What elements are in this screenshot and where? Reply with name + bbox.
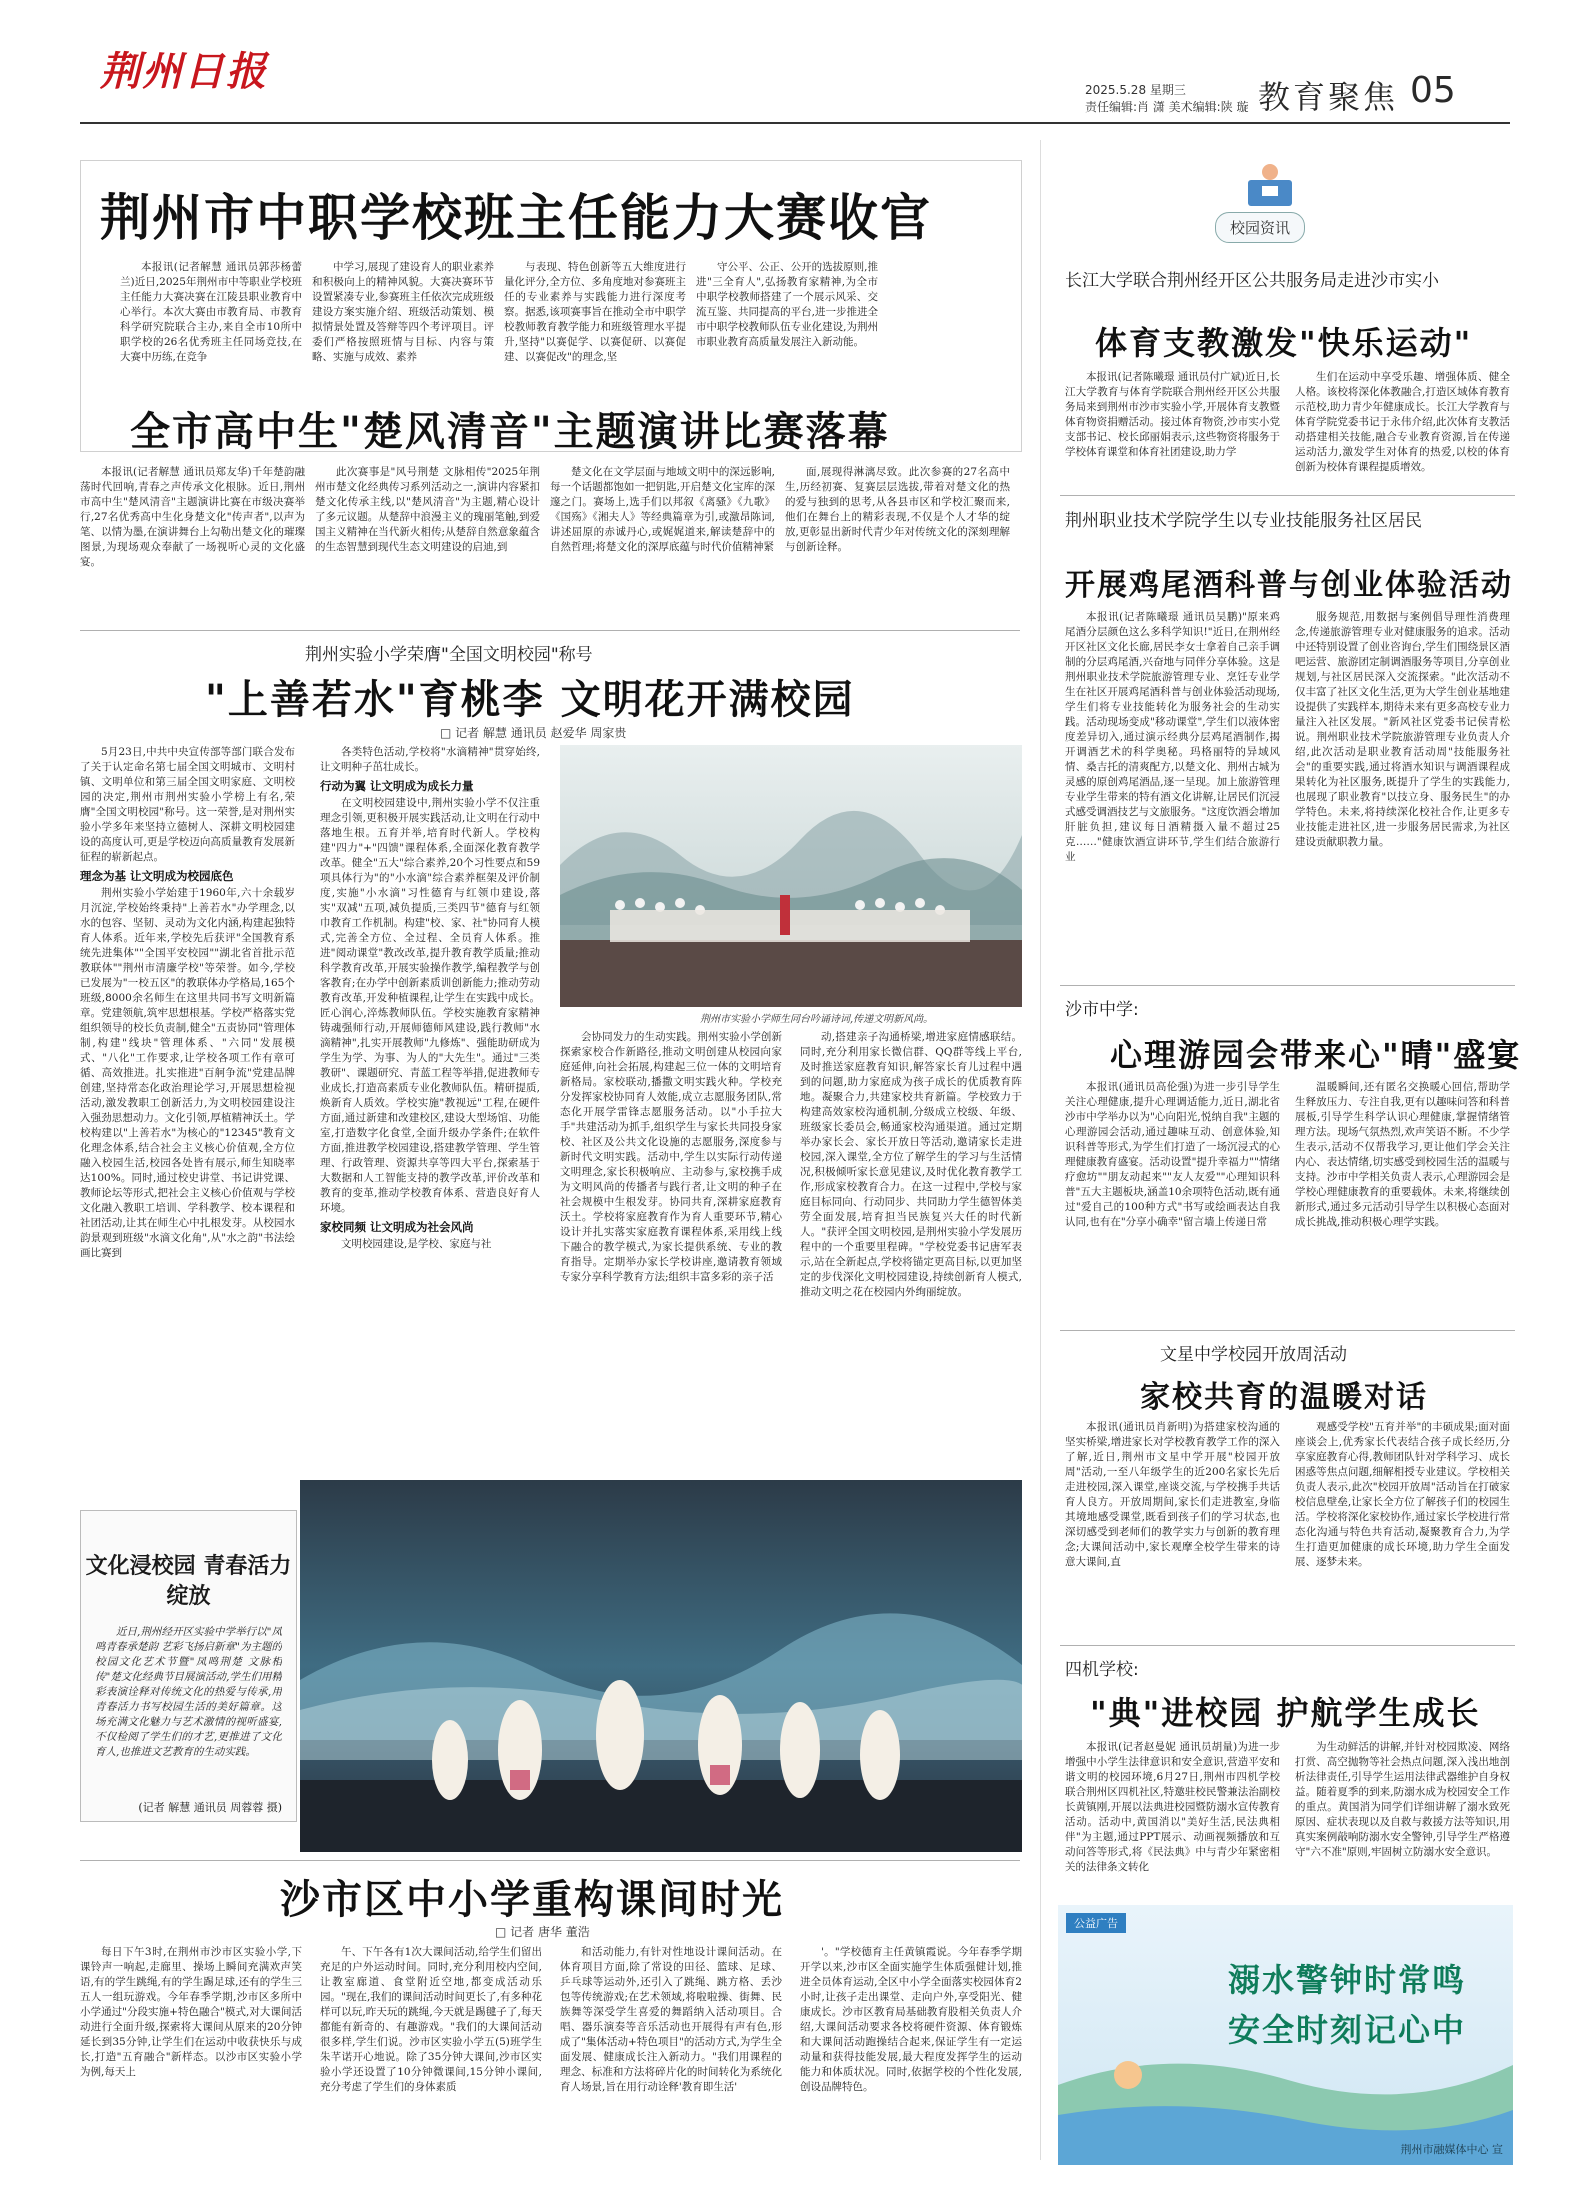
divider [80,1860,1020,1861]
article-column: 守公平、公正、公开的选拔原则,推进"三全育人",弘扬教育家精神,为全市中职学校教师搭建了一个展示风采、交流互鉴、共同提高的平台,进一步推进全市中职学校教师队伍专业化建设,为荆州市职业教育高质量发展注入新动能。 [696,261,878,348]
article-column: 5月23日,中共中央宣传部等部门联合发布了关于认定命名第七届全国文明城市、文明村镇、文明单位和第三届全国文明家庭、文明校园的决定,荆州市荆州实验小学榜上有名,荣膺"全国文明校园"称号。这一荣誉,是对荆州实验小学多年来坚持立德树人、深耕文明校园建设的高度认可,更是学校迈向高质量教育发展新征程的崭新起点。 理念为基 让文明成为校园底色 荆州实验小学始建于1960年,六十余载岁月沉淀,学校始终秉持"上善若水"办学理念,以水的包容、坚韧、灵动为文化内涵,构建起独特育人体系。近年来,学校先后获评"全国教育系统先进集体""全国平安校园""湖北省首批示范教联体""荆州市清廉学校"等荣誉。如今,学校已发展为"一校五区"的教联体办学格局,165个班级,8000余名师生在这里共同书写文明新篇章。党建领航,筑牢思想根基。学校严格落实党组织领导的校长负责制,健全"五责协同"管理体制,构建"线块"管理体系、"六同"发展模式、"八化"工作要求,让学校各项工作有章可循、高效推进。扎实推进"百舸争流"党建品牌创建,坚持常态化政治理论学习,开展思想检视活动,激发教职工创新活力,为文明校园建设注入强劲思想动力。文化引领,厚植精神沃土。学校构建以"上善若水"为核心的"12345"教育文化理念体系,结合社会主义核心价值观,全方位融入校园生活,校园各处皆有展示,师生知晓率达100%。同时,通过校史讲堂、书记讲党课、教师论坛等形式,把社会主义核心价值观与学校文化融入教职工培训、学科教学、校本课程和社团活动,让其在师生心中扎根发芽。从校园水韵景观到班级"水滴文化角",从"水之韵"书法绘画比赛到 [80,746,295,1259]
psa-ad [1058,1905,1513,2165]
article-column: 每日下午3时,在荆州市沙市区实验小学,下课铃声一响起,走廊里、操场上瞬间充满欢声笑语,有的学生跳绳,有的学生踢足球,还有的学生三五人一组玩游戏。今年春季学期,沙市区多所中小学通过"分段实施+特色融合"模式,对大课间活动进行全面升级,探索将大课间从原来的20分钟延长到35分钟,让学生们在运动中收获快乐与成长,打造"五育融合"新样态。以沙市区实验小学为例,每天上 [80,1946,302,2078]
section-title: 教育聚焦 [1258,78,1399,116]
article-column: 生们在运动中享受乐趣、增强体质、健全人格。该校将深化体教融合,打造区域体育教育示范校,助力青少年健康成长。长江大学教育与体育学院党委书记于永伟介绍,此次体育支教活动搭建相关技能,融合专业教育资源,旨在传递运动活力,激发学生对体育的热爱,以校的体育创新为校体育课程提质增效。 [1295,371,1510,473]
article-column: 楚文化在文学层面与地域文明中的深远影响,每一个话题都饱如一把钥匙,开启楚文化宝库的深邃之门。赛场上,选手们以邦叙《离骚》《九歌》《国殇》《湘夫人》等经典篇章为引,或激昂陈词,讲述屈原的赤诚丹心,或娓娓道来,解读楚辞中的自然哲理;将楚文化的深厚底蕴与时代价值精神紧 [550,466,775,553]
photo-caption: 荆州市实验小学师生同台吟诵诗词,传递文明新风尚。 [700,1014,934,1025]
subheading: 家校同频 让文明成为社会风尚 [320,1220,474,1234]
page-number: 05 [1410,70,1456,111]
headline: 全市高中生"楚风清音"主题演讲比赛落幕 [130,408,890,455]
subheading: 理念为基 让文明成为校园底色 [80,869,234,883]
headline: 荆州市中职学校班主任能力大赛收官 [100,188,932,247]
masthead-info [1085,82,1249,116]
divider [1060,985,1515,986]
issue-date: 2025.5.28 星期三 [1085,83,1186,97]
article-column: 温暖瞬间,还有匿名交换暖心回信,帮助学生释放压力、专注自我,更有以趣味问答和科普展板,引导学生科学认识心理健康,掌握情绪管理方法。现场气氛热烈,欢声笑语不断。不少学生表示,活动不仅帮我学习,更让他们学会关注内心、表达情绪,切实感受到校园生活的温暖与支持。沙市中学相关负责人表示,心理游园会是学校心理健康教育的重要载体。未来,将继续创新形式,通过多元活动引导学生以积极心态面对成长挑战,推动积极心理学实践。 [1295,1081,1510,1228]
article-column: 服务规范,用数据与案例倡导理性消费理念,传递旅游管理专业对健康服务的追求。活动中还特别设置了创业咨询台,学生们围绕景区酒吧运营、旅游团定制调酒服务等项目,分享创业规划,与社区居民深入交流探索。"此次活动不仅丰富了社区文化生活,更为大学生创业基地建设提供了实践样本,期待未来有更多高校专业力量注入社区发展。"新风社区党委书记侯青松说。荆州职业技术学院旅游管理专业负责人介绍,此次活动是职业教育活动周"技能服务社会"的重要实践,通过将酒水知识与调酒课程成果转化为社区服务,既提升了学生的实践能力,也展现了职业教育"以技立身、服务民生"的办学特色。未来,将持续深化校社合作,让更多专业技能走进社区,进一步服务居民需求,为社区建设贡献职教力量。 [1295,611,1510,848]
photo-story-box [80,1510,297,1822]
headline: 家校共育的温暖对话 [1140,1380,1428,1415]
divider [1060,1645,1515,1646]
article-column: 观感受学校"五育并举"的丰硕成果;面对面座谈会上,优秀家长代表结合孩子成长经历,分享家庭教育心得,教师团队针对学科学习、成长困惑等焦点问题,细解相授专业建议。学校相关负责人表示,此次"校园开放周"活动旨在打破家校信息壁垒,让家长全方位了解孩子们的校园生活。学校将深化家校协作,通过家长学校进行常态化沟通与特色共育活动,凝聚教育合力,为学生打造更加健康的成长环境,助力学生全面发展、逐梦未来。 [1295,1421,1510,1568]
subheading: 行动为翼 让文明成为成长力量 [320,779,474,793]
article-column: 本报讯(记者解慧 通讯员郑友华)千年楚韵融荡时代回响,青春之声传承文化根脉。近日,荆州市高中生"楚风清音"主题演讲比赛在市级决赛举行,27名优秀高中生化身楚文化"传声者",以声为笔、以情为墨,在演讲舞台上勾勒出楚文化的璀璨图景,为现场观众奉献了一场视听心灵的文化盛宴。 [80,466,305,568]
article-column: 会协同发力的生动实践。荆州实验小学创新探索家校合作新路径,推动文明创建从校园向家庭延伸,向社会拓展,构建起三位一体的文明培育新格局。家校联动,播撒文明实践火种。学校充分发挥家校协同育人效能,成立志愿服务团队,常态化开展学雷锋志愿服务活动。以"小手拉大手"共建活动为抓手,组织学生与家长共同投身家校、社区及公共文化设施的志愿服务,深度参与新时代文明实践。活动中,学生以实际行动传递文明理念,家长积极响应、主动参与,家校携手成为文明风尚的传播者与践行者,让文明的种子在社会规模中生根发芽。协同共育,深耕家庭教育沃土。学校将家庭教育作为育人重要环节,精心设计并扎实落实家庭教育课程体系,采用线上线下融合的教学模式,为家长提供系统、专业的教育指导。定期举办家长学校讲座,邀请教育领域专家分享科学教育方法;组织丰富多彩的亲子活 [560,1031,782,1283]
article-column: '。"学校德育主任黄镇霞说。今年春季学期开学以来,沙市区全面实施学生体质强健计划,推进全员体育运动,全区中小学全面落实校园体育2小时,让孩子走出课堂、走向户外,享受阳光、健康成长。沙市区教育局基础教育股相关负责人介绍,大课间活动要求各校将硬件资源、体育锻炼和大课间活动跑操结合起来,保证学生有一定运动量和获得技能发展,最大程度发挥学生的运动能力和体质状况。同时,依据学校的个性化发展,创设品牌特色。 [800,1946,1022,2093]
campus-news-badge: 校园资讯 [1215,212,1305,243]
photo-story-text: 近日,荆州经开区实验中学举行以"凤鸣青春承楚韵 艺彩飞扬启新章"为主题的校园文化艺术节暨"凤鸣荆楚 文脉相传"楚文化经典节目展演活动,学生们用精彩表演诠释对传统文化的热爱与传承,用青春活力书写校园生活的美好篇章。这场充满文化魅力与艺术激情的视听盛宴,不仅检阅了学生们的才艺,更推进了文化育人,也推进文艺教育的生动实践。 [95,1626,282,1758]
kicker: 文星中学校园开放周活动 [1160,1345,1347,1365]
photo-dance [300,1480,1022,1852]
kicker: 四机学校: [1065,1660,1139,1680]
campus-news-icon [1240,160,1300,210]
article-column: 中学习,展现了建设育人的职业素养和积极向上的精神风貌。大赛决赛环节设置紧凑专业,参赛班主任依次完成班级建设方案实施介绍、班级活动策划、模拟情景处置及答辩等四个考评项目。评委们严格按照班情与目标、内容与策略、实施与成效、素养 [312,261,494,363]
divider [1060,1330,1515,1331]
editor-credits: 责任编辑:肖 潇 美术编辑:陕 璇 [1085,100,1249,114]
article-column: 面,展现得淋漓尽致。此次参赛的27名高中生,历经初赛、复赛层层选拔,带着对楚文化的热的爱与独到的思考,从各县市区和学校汇聚而来,他们在舞台上的精彩表现,不仅是个人才华的绽放,更彰显出新时代青少年对传统文化的深刻理解与创新诠释。 [785,466,1010,553]
article-column: 此次赛事是"风号荆楚 文脉相传"2025年荆州市楚文化经典传习系列活动之一,演讲内容紧扣楚文化传承主线,以"楚风清音"为主题,精心设计了多元议题。从楚辞中浪漫主义的瑰丽笔触,到爱国主义精神在当代新火相传;从楚辞自然意象蕴含的生态智慧到现代生态文明建设的启迪,到 [315,466,540,553]
article-column: 本报讯(通讯员肖新明)为搭建家校沟通的坚实桥梁,增进家长对学校教育教学工作的深入了解,近日,荆州市文星中学开展"校园开放周"活动,一至八年级学生的近200名家长先后走进校园,深入课堂,座谈交流,与学校携手共话育人良方。开放周期间,家长们走进教室,身临其境地感受课堂,既看到孩子们的学习状态,也深切感受到老师们的教学实力与创新的教育理念;大课间活动中,家长观摩全校学生带来的诗意大课间,直 [1065,1421,1280,1568]
photo-credit: (记者 解慧 通讯员 周蓉蓉 摄) [138,1801,282,1814]
article-column: 本报讯(记者陈曦璟 通讯员吴鹏)"原来鸡尾酒分层颜色这么多科学知识!"近日,在荆州经开区社区文化长廊,居民李女士拿着自己亲手调制的分层鸡尾酒,兴奋地与同伴分享体验。这是荆州职业技术学院旅游管理专业、烹饪专业学生在社区开展鸡尾酒科普与创业体验活动现场,学生们将专业技能转化为服务社会的生动实践。活动现场变成"移动课堂",学生们以液体密度差异切入,通过演示经典分层鸡尾酒制作,揭开调酒艺术的科学奥秘。玛格丽特的异域风情、桑吉托的清爽配方,以楚文化、荆州古城为灵感的原创鸡尾酒品,逐一呈现。加上旅游管理专业学生带来的特有酒文化讲解,让居民们沉浸式感受调酒技艺与文旅服务。"这度饮酒会增加肝脏负担,建议每日酒精摄入量不超过25克……"健康饮酒宣讲环节,学生们结合旅游行业 [1065,611,1280,863]
article-column: 各类特色活动,学校将"水滴精神"贯穿始终,让文明种子茁壮成长。 行动为翼 让文明成为成长力量 在文明校园建设中,荆州实验小学不仅注重理念引领,更积极开展实践活动,让文明在行动中落地生根。五育并举,培育时代新人。学校构建"四力"+"四馈"课程体系,全面深化教育教学改革。健全"五大"综合素养,20个习性要点和59项具体行为"的"小水滴"综合素养框架及评价制度,实施"小水滴"习性德育与红领巾建设,落实"双减"五项,减负提质,三类四节"德育与红领巾教育工作机制。构建"校、家、社"协同育人模式,完善全方位、全过程、全员育人体系。推进"阅动课堂"教改改革,提升教育教学质量;推动科学教育改革,开展实验操作教学,编程教学与创客教育;在办学中创新素质训创新能力;推动劳动教育改革,开发种植课程,让学生在实践中成长。匠心润心,淬炼教师队伍。学校实施教育家精神铸魂强师行动,开展师德师风建设,践行教师"水滴精神",扎实开展教师"九修炼"、强能助研成为学生为学、为事、为人的"大先生"。通过"三类教研"、课题研究、青蓝工程等举措,促进教师专业成长,打造高素质专业化教师队伍。精研提质,焕新育人质效。学校实施"教视远"工程,在硬件方面,通过新建和改建校区,建设大型场馆、功能室,打造数字化食堂,全面升级办学条件;在软件方面,推进教学校园建设,搭建教学管理、学生管理、行政管理、资源共享等四大平台,探索基于大数据和人工智能支持的教学改革,评价改革和教育的变革,推动学校教育体系、营造良好育人环境。 家校同频 让文明成为社会风尚 文明校园建设,是学校、家庭与社 [320,746,540,1250]
article-column: 为生动鲜活的讲解,并针对校园欺凌、网络打赏、高空抛物等社会热点问题,深入浅出地剖析法律责任,引导学生运用法律武器维护自身权益。随着夏季的到来,防溺水成为校园安全工作的重点。黄国消为同学们详细讲解了溺水致死原因、症状表现以及自救与救援方法等知识,用真实案例敲响防溺水安全警钟,引导学生严格遵守"六不准"原则,牢固树立防溺水安全意识。 [1295,1741,1510,1858]
photo-story-title: 文化浸校园 青春活力绽放 [85,1553,292,1609]
newspaper-logo: 荆州日报 [100,48,268,95]
headline: 心理游园会带来心"晴"盛宴 [1110,1036,1522,1074]
article-column: 本报讯(记者陈曦璟 通讯员付广斌)近日,长江大学教育与体育学院联合荆州经开区公共服务局来到荆州市沙市实验小学,开展体育支教暨体育物资捐赠活动。接过体育物资,沙市实小党支部书记、校长邱丽娟表示,这些物资将服务于学校体育课堂和体育社团建设,助力学 [1065,371,1280,458]
article-column: 本报讯(记者赵曼妮 通讯员胡量)为进一步增强中小学生法律意识和安全意识,营造平安和谐文明的校园环境,6月27日,荆州市四机学校联合荆州区四机社区,特邀驻校民警兼法治副校长黄镇刚,开展以法典进校园暨防溺水宣传教育活动。活动中,黄国消以"美好生活,民法典相伴"为主题,通过PPT展示、动画视频播放和互动问答等形式,将《民法典》中与青少年紧密相关的法律条文转化 [1065,1741,1280,1873]
byline: □ 记者 唐华 董浩 [495,1925,590,1939]
article-column: 和活动能力,有针对性地设计课间活动。在体育项目方面,除了常设的田径、篮球、足球、乒乓球等运动外,还引入了跳绳、跳方格、丢沙包等传统游戏;在艺术领域,将啦啦操、街舞、民族舞等深受学生喜爱的舞蹈纳入活动项目。合唱、器乐演奏等音乐活动也开展得有声有色,形成了"集体活动+特色项目"的活动方式,为学生全面发展、健康成长注入新动力。"我们用课程的理念、标准和方法将碎片化的时间转化为系统化育人场景,旨在用行动诠释'教育即生活' [560,1946,782,2093]
masthead-rule [80,122,1510,124]
article-column: 动,搭建亲子沟通桥梁,增进家庭情感联结。同时,充分利用家长微信群、QQ群等线上平台,及时推送家庭教育知识,解答家长育儿过程中遇到的问题,助力家庭成为孩子成长的优质教育阵地。凝聚合力,共建家校共育新篇。学校致力于构建高效家校沟通机制,分级成立校级、年级、班级家长委员会,畅通家校沟通渠道。通过定期举办家长会、家长开放日等活动,邀请家长走进校园,深入课堂,全方位了解学生的学习与生活情况,积极倾听家长意见建议,及时优化教育教学工作,形成家校教育合力。在这一过程中,学校与家庭目标同向、行动同步、共同助力学生德智体美劳全面发展,培育担当民族复兴大任的时代新人。"获评全国文明校园,是荆州实验小学发展历程中的一个重要里程碑。"学校党委书记唐军表示,站在全新起点,学校将锚定更高目标,以更加坚定的步伐深化文明校园建设,持续创新育人模式,推动文明之花在校园内外绚丽绽放。 [800,1031,1022,1298]
headline: "上善若水"育桃李 文明花开满校园 [205,676,855,723]
kicker: 荆州实验小学荣膺"全国文明校园"称号 [305,645,593,665]
article-column: 本报讯(通讯员高伦强)为进一步引导学生关注心理健康,提升心理调适能力,近日,湖北省沙市中学举办以为"心向阳光,悦纳自我"主题的心理游园会活动,通过趣味互动、创意体验,知识科普等形式,为学生们打造了一场沉浸式的心理健康教育盛宴。活动设置"提升幸福力""情绪疗愈坊""朋友动起来""友人友爱""心理知识科普"五大主题板块,涵盖10余项特色活动,既有通过"爱自己的100种方式"书写或绘画表达自我认同,也有在"分享小确幸"留言墙上传递日常 [1065,1081,1280,1228]
kicker: 荆州职业技术学院学生以专业技能服务社区居民 [1065,511,1422,531]
kicker: 长江大学联合荆州经开区公共服务局走进沙市实小 [1065,271,1439,291]
photo-recitation [560,745,1022,1007]
divider [80,630,1020,631]
headline: 开展鸡尾酒科普与创业体验活动 [1065,568,1513,603]
ad-slogan-2: 安全时刻记心中 [1228,2011,1467,2049]
article-column: 本报讯(记者解慧 通讯员郭莎杨蕾兰)近日,2025年荆州市中等职业学校班主任能力大赛决赛在江陵县职业教育中心举行。本次大赛由市教育局、市教育科学研究院联合主办,来自全市10所中职学校的26名优秀班主任同场竞技,在大赛中历练,在竞争 [120,261,302,363]
ad-slogan-1: 溺水警钟时常鸣 [1228,1961,1467,1999]
headline: "典"进校园 护航学生成长 [1090,1694,1481,1732]
ad-tag: 公益广告 [1066,1913,1126,1933]
divider [1060,495,1515,496]
sidebar-divider [1040,140,1041,2160]
ad-source: 荆州市融媒体中心 宣 [1400,2143,1503,2156]
article-column: 午、下午各有1次大课间活动,给学生们留出充足的户外运动时间。同时,充分利用校内空间,让教室廊道、食堂附近空地,都变成活动乐园。"现在,我们的课间活动时间更长了,有多种花样可以玩,昨天玩的跳绳,今天就是踢毽子了,每天都能有新奇的、有趣游戏。"我们的大课间活动很多样,学生们说。沙市区实验小学五(5)班学生朱芊诺开心地说。除了35分钟大课间,沙市区实验小学还设置了10分钟微课间,15分钟小课间,充分考虑了学生们的身体素质 [320,1946,542,2093]
kicker: 沙市中学: [1065,1000,1139,1020]
headline: 沙市区中小学重构课间时光 [280,1876,784,1923]
byline: □ 记者 解慧 通讯员 赵爱华 周家贵 [440,726,627,740]
article-column: 与表现、特色创新等五大维度进行量化评分,全方位、多角度地对参赛班主任的专业素养与实践能力进行深度考察。据悉,该项赛事旨在推动全市中职学校教师教育教学能力和班级管理水平提升,坚持"以赛促学、以赛促研、以赛促建、以赛促改"的理念,坚 [504,261,686,363]
headline: 体育支教激发"快乐运动" [1095,324,1473,362]
